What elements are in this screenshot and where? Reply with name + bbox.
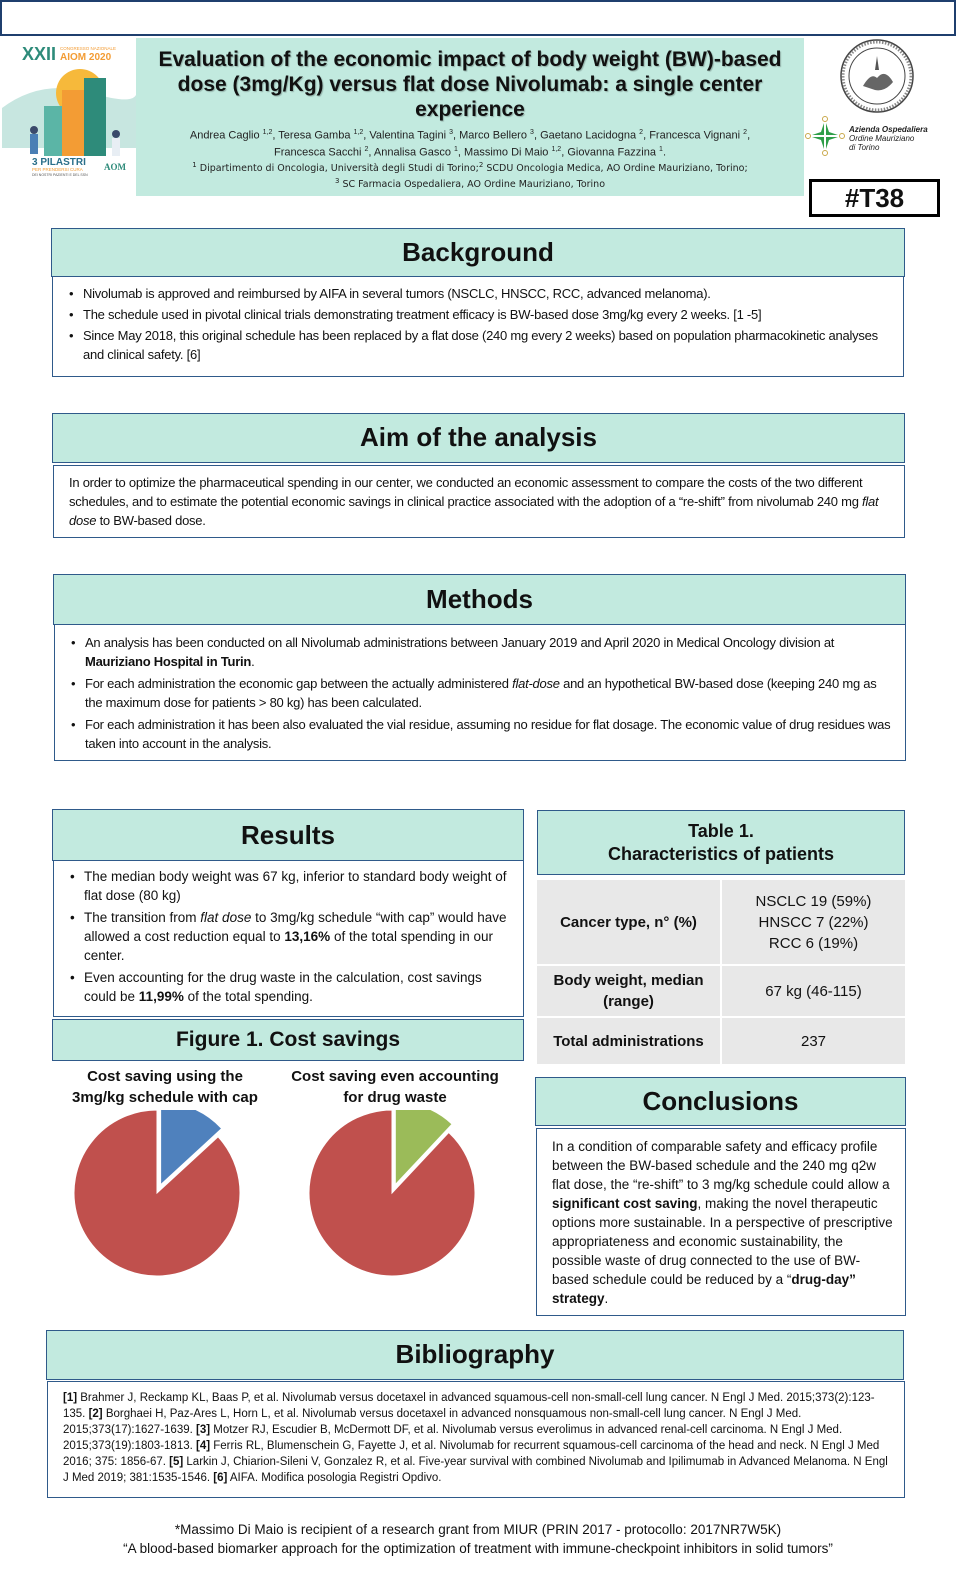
- background-section: [52, 276, 904, 377]
- author-name: Francesca Vignani: [649, 129, 744, 142]
- author-affiliation-mark: 1,2: [262, 129, 273, 136]
- table-row: [537, 880, 905, 964]
- aim-section: [53, 465, 905, 538]
- institution-logos: [805, 38, 945, 178]
- results-bullet: • The median body weight was 67 kg, inferior to standard body weight of flat dose (80 kg): [68, 867, 515, 905]
- aiom-logo-graphic: [2, 38, 136, 178]
- table-row-value: 237: [722, 1018, 905, 1064]
- pie-1-title: Cost saving using the 3mg/kg schedule with cap: [72, 1068, 258, 1106]
- reference-text: Ferris RL, Blumenschein G, Fayette J, et al. Nivolumab for recurrent squamous-cell carcinoma of the head and neck. N Engl J Med 2016; 375: 1856-67.: [63, 1440, 880, 1468]
- results-bullet: • Even accounting for the drug waste in the calculation, cost savings could be 11,99% of the total spending.: [68, 968, 515, 1006]
- aiom-logo-xxii: XXII: [22, 44, 57, 64]
- svg-text:CONGRESSO NAZIONALE: CONGRESSO NAZIONALE: [60, 46, 117, 51]
- author-affiliation-mark: 3: [449, 129, 453, 136]
- table-row: [537, 1018, 905, 1064]
- pillar-ricerca: [44, 106, 62, 156]
- author-list: Andrea Caglio $^{1,2}$, Teresa Gamba $^{1,2}$, Valentina Tagini $^3$, Marco Bellero $^3$, Gaetano Lacidogna $^2$, Francesca Vignani $^2$, Francesca Sacchi $^2$, Annalisa Gasco $^1$, Massimo Di Maio $^{1,2}$, Giovanna Fazzina $^1$.: [189, 129, 751, 159]
- background-bullet: • Nivolumab is approved and reimbursed by AIFA in several tumors (NSCLC, HNSCC, RCC, advanced melanoma).: [67, 284, 893, 303]
- author-name: Andrea Caglio: [189, 129, 263, 142]
- aim-heading: Aim of the analysis: [360, 422, 597, 452]
- author-affiliation-mark: 1: [659, 145, 663, 153]
- conclusions-header: [535, 1077, 906, 1126]
- reference-number: [3]: [196, 1424, 211, 1436]
- author-name: Giovanna Fazzina: [567, 146, 660, 159]
- reference-text: Brahmer J, Reckamp KL, Baas P, et al. Nivolumab versus docetaxel in advanced squamous-cell non-small-cell lung cancer. N Engl J Med. 2015;373(2):123-135.: [63, 1392, 875, 1420]
- author-name: Gaetano Lacidogna: [540, 129, 640, 142]
- bibliography-section: [47, 1381, 905, 1498]
- cost-savings-pie-charts: [50, 1110, 530, 1300]
- table-row-label: Body weight, median (range): [537, 966, 720, 1016]
- author-affiliation-mark: 2: [743, 129, 748, 136]
- author-affiliation-mark: 3: [530, 129, 534, 136]
- reference-number: [6]: [213, 1472, 228, 1484]
- svg-text:3 PILASTRI: 3 PILASTRI: [32, 157, 86, 168]
- background-bullet: • The schedule used in pivotal clinical trials demonstrating treatment efficacy is BW-based dose 3mg/kg every 2 weeks. [1 -5]: [67, 305, 893, 324]
- author-name: Annalisa Gasco: [373, 146, 455, 159]
- author-name: Marco Bellero: [459, 129, 531, 142]
- patient-characteristics-table: [535, 878, 907, 1066]
- aim-header: [52, 413, 905, 463]
- top-banner: [0, 0, 956, 36]
- methods-bullet: • For each administration it has been also evaluated the vial residue, assuming no residue for flat dosage. The economic value of drug residues was taken into account in the analysis.: [69, 715, 895, 753]
- svg-text:Ordine Mauriziano: Ordine Mauriziano: [849, 134, 915, 143]
- reference-text: Larkin J, Chiarion-Sileni V, Gonzalez R, et al. Five-year survival with combined Nivolumab and Ipilimumab in Advanced Melanoma. N Engl J Med 2019; 381:1535-1546.: [63, 1456, 888, 1484]
- author-affiliation-mark: 1: [454, 145, 458, 153]
- author-affiliation-mark: 2: [364, 145, 369, 153]
- methods-header: [53, 574, 906, 625]
- background-header: [51, 228, 905, 277]
- funding-line-2: “A blood-based biomarker approach for the optimization of treatment with immune-checkpoint inhibitors in solid tumors”: [123, 1541, 833, 1556]
- background-bullet: • Since May 2018, this original schedule has been replaced by a flat dose (240 mg every 2 weeks) based on population pharmacokinetic analyses and clinical safety. [6]: [67, 326, 893, 364]
- funding-line-1: *Massimo Di Maio is recipient of a research grant from MIUR (PRIN 2017 - protocollo: 2017NR7W5K): [174, 1522, 782, 1537]
- table-heading-line1: Table 1.: [688, 821, 754, 841]
- methods-heading: Methods: [426, 584, 533, 614]
- table-row-value: NSCLC 19 (59%) HNSCC 7 (22%) RCC 6 (19%): [722, 880, 905, 964]
- methods-section: [54, 624, 906, 761]
- svg-text:PER PRENDERSI CURA: PER PRENDERSI CURA: [32, 167, 83, 172]
- university-seal-icon: [805, 38, 945, 178]
- reference-text: Borghaei H, Paz-Ares L, Horn L, et al. Nivolumab versus docetaxel in advanced nonsquamous non-small-cell lung cancer. N Engl J Med. 2015;373(17):1627-1639.: [63, 1408, 802, 1436]
- author-affiliation-mark: 1,2: [551, 145, 562, 153]
- aiom-congress-logo: [2, 38, 136, 178]
- svg-text:AOM: AOM: [104, 162, 126, 172]
- results-heading: Results: [241, 820, 335, 850]
- methods-bullet: • For each administration the economic gap between the actually administered flat-dose and an hypothetical BW-based dose (keeping 240 mg as the maximum dose for patients > 80 kg) has been calculated.: [69, 674, 895, 712]
- reference-number: [4]: [196, 1440, 211, 1452]
- bibliography-text: [63, 1390, 894, 1486]
- conclusions-heading: Conclusions: [642, 1086, 799, 1116]
- reference-number: [2]: [88, 1408, 103, 1420]
- table-row-label: Total administrations: [537, 1018, 720, 1064]
- figure-heading: Figure 1. Cost savings: [175, 1028, 401, 1051]
- affiliation-2: SCDU Oncologia Medica, AO Ordine Mauriziano, Torino;: [486, 163, 748, 175]
- author-name: Massimo Di Maio: [464, 146, 552, 159]
- table-heading-line2: Characteristics of patients: [607, 844, 835, 864]
- background-heading: Background: [402, 237, 554, 267]
- pie-slice-remaining: [309, 1110, 475, 1276]
- results-section: [53, 860, 524, 1017]
- reference-text: Motzer RJ, Escudier B, McDermott DF, et al. Nivolumab versus everolimus in advanced renal-cell carcinoma. N Engl J Med. 2015;373(19):1803-1813.: [63, 1424, 843, 1452]
- figure-header: [52, 1019, 524, 1061]
- conclusions-section: [536, 1128, 906, 1316]
- aim-text: In order to optimize the pharmaceutical spending in our center, we conducted an economic assessment to compare the costs of the two different schedules, and to estimate the potential economic savings in clinical practice associated with the adoption of a “re-shift” from nivolumab 240 mg flat dose to BW-based dose.: [69, 475, 879, 528]
- svg-text:DEI NOSTRI PAZIENTI E DEL SSN: DEI NOSTRI PAZIENTI E DEL SSN: [32, 173, 88, 177]
- reference-text: AIFA. Modifica posologia Registri Opdivo.: [227, 1472, 442, 1484]
- methods-bullet: • An analysis has been conducted on all Nivolumab administrations between January 2019 and April 2020 in Medical Oncology division at Mauriziano Hospital in Turin.: [69, 633, 895, 671]
- pillar-accessibilita: [62, 90, 84, 156]
- table-row-value: 67 kg (46-115): [722, 966, 905, 1016]
- affiliation-1: Dipartimento di Oncologia, Università degli Studi di Torino;: [199, 163, 479, 175]
- aiom-logo-year: AIOM 2020: [60, 52, 112, 63]
- funding-note: [40, 1520, 916, 1558]
- poster-title: Evaluation of the economic impact of body weight (BW)-based dose (3mg/Kg) versus flat dose Nivolumab: a single center experience: [158, 48, 782, 121]
- author-name: Francesca Sacchi: [274, 146, 365, 159]
- table-header: [537, 810, 905, 875]
- conclusions-text: In a condition of comparable safety and efficacy profile between the BW-based schedule and the 240 mg q2w flat dose, the “re-shift” to 3 mg/kg schedule could allow a significant cost saving, making the novel therapeutic options more sustainable. In a perspective of prescriptive appropriateness and economic sustainability, the possible waste of drug connected to the use of BW-based schedule could be reduced by a “drug-day” strategy.: [552, 1139, 893, 1306]
- reference-number: [1]: [63, 1392, 78, 1404]
- pie-2-title: Cost saving even accounting for drug waste: [291, 1068, 499, 1106]
- bibliography-header: [46, 1330, 904, 1380]
- svg-text:di Torino: di Torino: [849, 143, 880, 152]
- results-header: [52, 809, 524, 861]
- affiliation-3: SC Farmacia Ospedaliera, AO Ordine Mauriziano, Torino: [342, 179, 606, 191]
- poster-code: #T38: [809, 179, 940, 217]
- affiliations: $^1$ Dipartimento di Oncologia, Università degli Studi di Torino;$^2$ SCDU Oncologia Medica, AO Ordine Mauriziano, Torino; $^3$ SC Farmacia Ospedaliera, AO Ordine Mauriziano, Torino: [192, 161, 748, 191]
- bibliography-heading: Bibliography: [395, 1339, 555, 1369]
- reference-number: [5]: [169, 1456, 184, 1468]
- author-affiliation-mark: 2: [639, 129, 644, 136]
- poster-header: [136, 38, 804, 196]
- author-name: Valentina Tagini: [369, 129, 450, 142]
- svg-text:Azienda Ospedaliera: Azienda Ospedaliera: [849, 125, 928, 134]
- pillar-organizzazione: [84, 78, 106, 156]
- table-row: [537, 966, 905, 1016]
- table-row-label: Cancer type, n° (%): [537, 880, 720, 964]
- author-name: Teresa Gamba: [278, 129, 354, 142]
- author-affiliation-mark: 1,2: [353, 129, 364, 136]
- results-bullet: • The transition from flat dose to 3mg/kg schedule “with cap” would have allowed a cost reduction equal to 13,16% of the total spending in our center.: [68, 908, 515, 965]
